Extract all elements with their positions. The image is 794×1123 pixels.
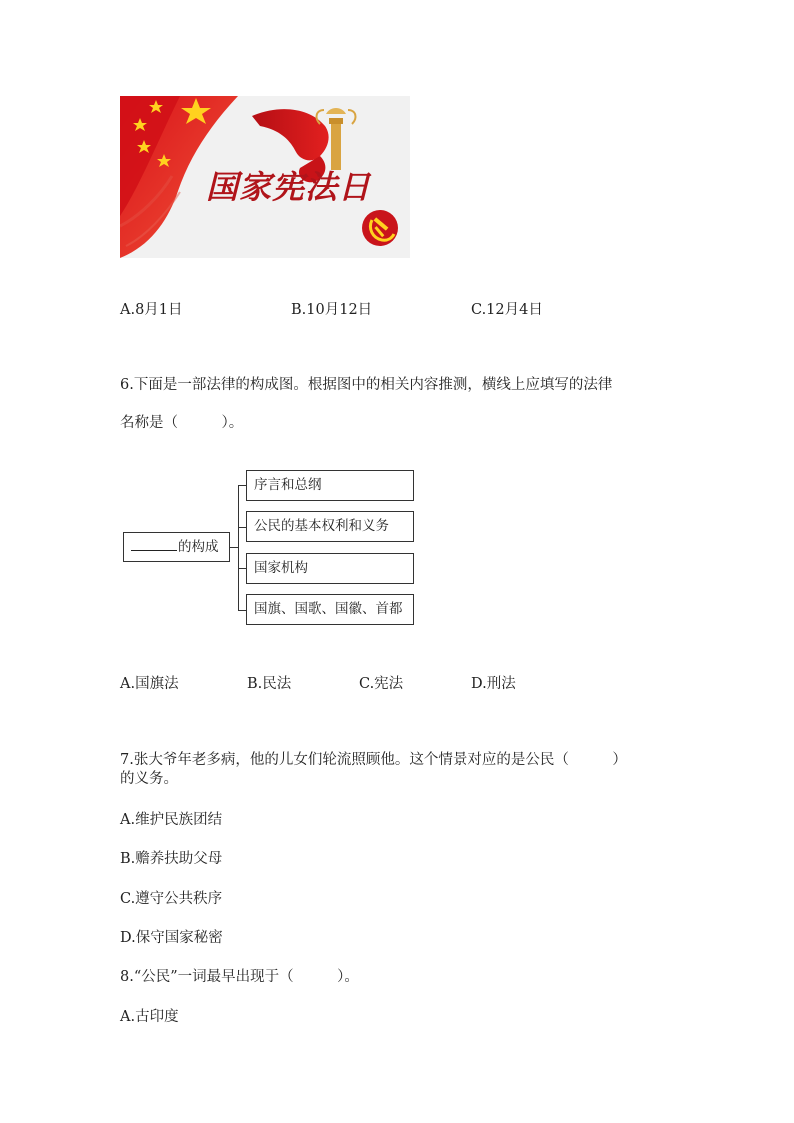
connector-trunk <box>238 485 239 610</box>
diagram-root <box>123 532 230 562</box>
q5-option-a[interactable]: A.8月1日 <box>120 302 183 318</box>
connector-branch <box>238 485 246 486</box>
q5-option-b[interactable]: B.10月12日 <box>291 302 373 318</box>
q6-option-b[interactable]: B.民法 <box>247 676 292 692</box>
q7-option-d[interactable]: D.保守国家秘密 <box>120 930 223 946</box>
constitution-day-banner <box>120 96 410 258</box>
emblem-icon <box>362 210 398 246</box>
q7-text-line1: 7.张大爷年老多病，他的儿女们轮流照顾他。这个情景对应的是公民（ ） <box>120 752 627 768</box>
q6-option-d[interactable]: D.刑法 <box>471 676 516 692</box>
connector-branch <box>238 610 246 611</box>
diagram-root-label: 的构成 <box>178 539 219 555</box>
q8-text-line1: 8.“公民”一词最早出现于（ ）。 <box>120 969 359 985</box>
q6-text-line2: 名称是（ ）。 <box>120 415 244 431</box>
q7-option-c[interactable]: C.遵守公共秩序 <box>120 891 223 907</box>
diagram-branch-1: 序言和总纲 <box>246 470 414 501</box>
q5-option-c[interactable]: C.12月4日 <box>471 302 543 318</box>
q6-text-line1: 6.下面是一部法律的构成图。根据图中的相关内容推测，横线上应填写的法律 <box>120 377 613 393</box>
diagram-branch-3: 国家机构 <box>246 553 414 584</box>
q6-option-c[interactable]: C.宪法 <box>359 676 404 692</box>
q7-option-a[interactable]: A.维护民族团结 <box>120 812 223 828</box>
fill-blank[interactable] <box>131 536 177 551</box>
q8-option-a[interactable]: A.古印度 <box>120 1009 179 1025</box>
q6-option-a[interactable]: A.国旗法 <box>120 676 179 692</box>
connector-branch <box>238 568 246 569</box>
connector-branch <box>238 527 246 528</box>
banner-title: 国家宪法日 <box>206 168 372 206</box>
diagram-branch-2: 公民的基本权利和义务 <box>246 511 414 542</box>
q7-text-line2: 的义务。 <box>120 771 178 787</box>
connector-line <box>230 547 238 548</box>
q7-option-b[interactable]: B.赡养扶助父母 <box>120 851 223 867</box>
diagram-branch-4: 国旗、国歌、国徽、首都 <box>246 594 414 625</box>
